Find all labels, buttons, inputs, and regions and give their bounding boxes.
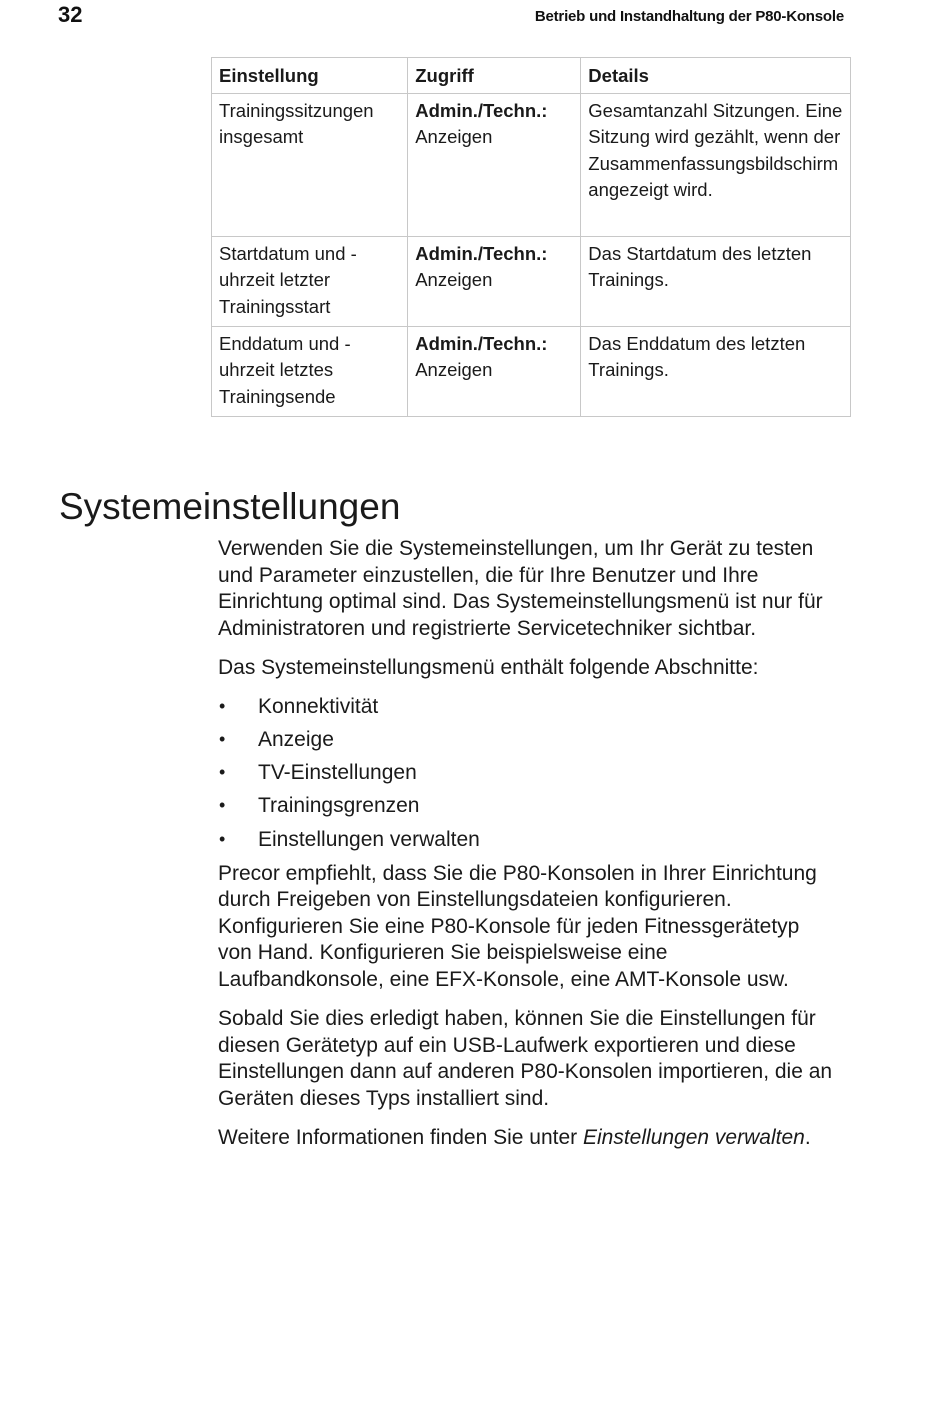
intro-paragraph: Verwenden Sie die Systemeinstellungen, um Ihr Gerät zu testen und Parameter einzustellen, die für Ihre Benutzer und Ihre Einrichtung optimal sind. Das Systemeinstellungsmenü ist nur für Administratoren und registrierte Servicetechniker sichtbar. bbox=[218, 537, 823, 640]
list-item-label: Einstellungen verwalten bbox=[258, 827, 480, 851]
settings-table bbox=[211, 57, 851, 417]
table-row bbox=[212, 236, 851, 326]
list-item bbox=[218, 690, 838, 723]
recommendation-paragraph: Precor empfiehlt, dass Sie die P80-Konsolen in Ihrer Einrichtung durch Freigeben von Einstellungsdateien konfigurieren. Konfigurieren Sie eine P80-Konsole für jeden Fitnessgerätetyp von Hand. Konfigurieren Sie beispielsweise eine Laufbandkonsole, eine EFX-Konsole, eine AMT-Konsole usw. bbox=[218, 861, 817, 991]
access-cell bbox=[408, 93, 581, 236]
bullet-icon: • bbox=[219, 695, 226, 716]
more-info-paragraph bbox=[218, 1125, 838, 1152]
access-action: Anzeigen bbox=[415, 359, 493, 380]
section-title: Systemeinstellungen bbox=[59, 486, 401, 527]
access-action: Anzeigen bbox=[415, 269, 493, 290]
section-list bbox=[218, 690, 838, 856]
bullet-icon: • bbox=[219, 728, 226, 749]
more-info-prefix: Weitere Informationen finden Sie unter bbox=[218, 1126, 583, 1150]
access-cell bbox=[408, 236, 581, 326]
details-cell: Gesamtanzahl Sitzungen. Eine Sitzung wird gezählt, wenn der Zusammenfassungsbildschirm angezeigt wird. bbox=[581, 93, 851, 236]
list-intro: Das Systemeinstellungsmenü enthält folgende Abschnitte: bbox=[218, 656, 759, 679]
list-item bbox=[218, 823, 838, 856]
list-item bbox=[218, 756, 838, 789]
table-header-row bbox=[212, 58, 851, 94]
column-header-access: Zugriff bbox=[408, 58, 581, 94]
column-header-details: Details bbox=[581, 58, 851, 94]
table-row bbox=[212, 93, 851, 236]
list-item-label: TV-Einstellungen bbox=[258, 761, 417, 785]
list-item-label: Trainingsgrenzen bbox=[258, 794, 420, 818]
details-cell: Das Enddatum des letzten Trainings. bbox=[581, 326, 851, 416]
page-number: 32 bbox=[58, 2, 83, 27]
list-item-label: Anzeige bbox=[258, 727, 334, 751]
access-role: Admin./Techn.: bbox=[415, 242, 548, 264]
access-cell bbox=[408, 326, 581, 416]
details-cell: Das Startdatum des letzten Trainings. bbox=[581, 236, 851, 326]
column-header-setting: Einstellung bbox=[212, 58, 408, 94]
more-info-reference: Einstellungen verwalten bbox=[583, 1126, 805, 1150]
setting-cell: Enddatum und -uhrzeit letztes Trainingsende bbox=[212, 326, 408, 416]
section-body bbox=[218, 536, 838, 1165]
bullet-icon: • bbox=[219, 828, 226, 849]
export-paragraph: Sobald Sie dies erledigt haben, können Sie die Einstellungen für diesen Gerätetyp auf ein USB-Laufwerk exportieren und diese Einstellungen dann auf anderen P80-Konsolen importieren, die an Geräten dieses Typs installiert sind. bbox=[218, 1007, 833, 1110]
more-info-suffix: . bbox=[804, 1126, 811, 1150]
setting-cell: Startdatum und -uhrzeit letzter Trainingsstart bbox=[212, 236, 408, 326]
bullet-icon: • bbox=[219, 762, 226, 783]
access-role: Admin./Techn.: bbox=[415, 99, 548, 121]
running-header: Betrieb und Instandhaltung der P80-Konsole bbox=[534, 8, 844, 25]
list-item bbox=[218, 789, 838, 822]
access-role: Admin./Techn.: bbox=[415, 332, 548, 354]
access-action: Anzeigen bbox=[415, 126, 493, 147]
table-row bbox=[212, 326, 851, 416]
setting-cell: Trainingssitzungen insgesamt bbox=[212, 93, 408, 236]
list-item bbox=[218, 723, 838, 756]
bullet-icon: • bbox=[219, 795, 226, 816]
list-item-label: Konnektivität bbox=[258, 694, 379, 718]
